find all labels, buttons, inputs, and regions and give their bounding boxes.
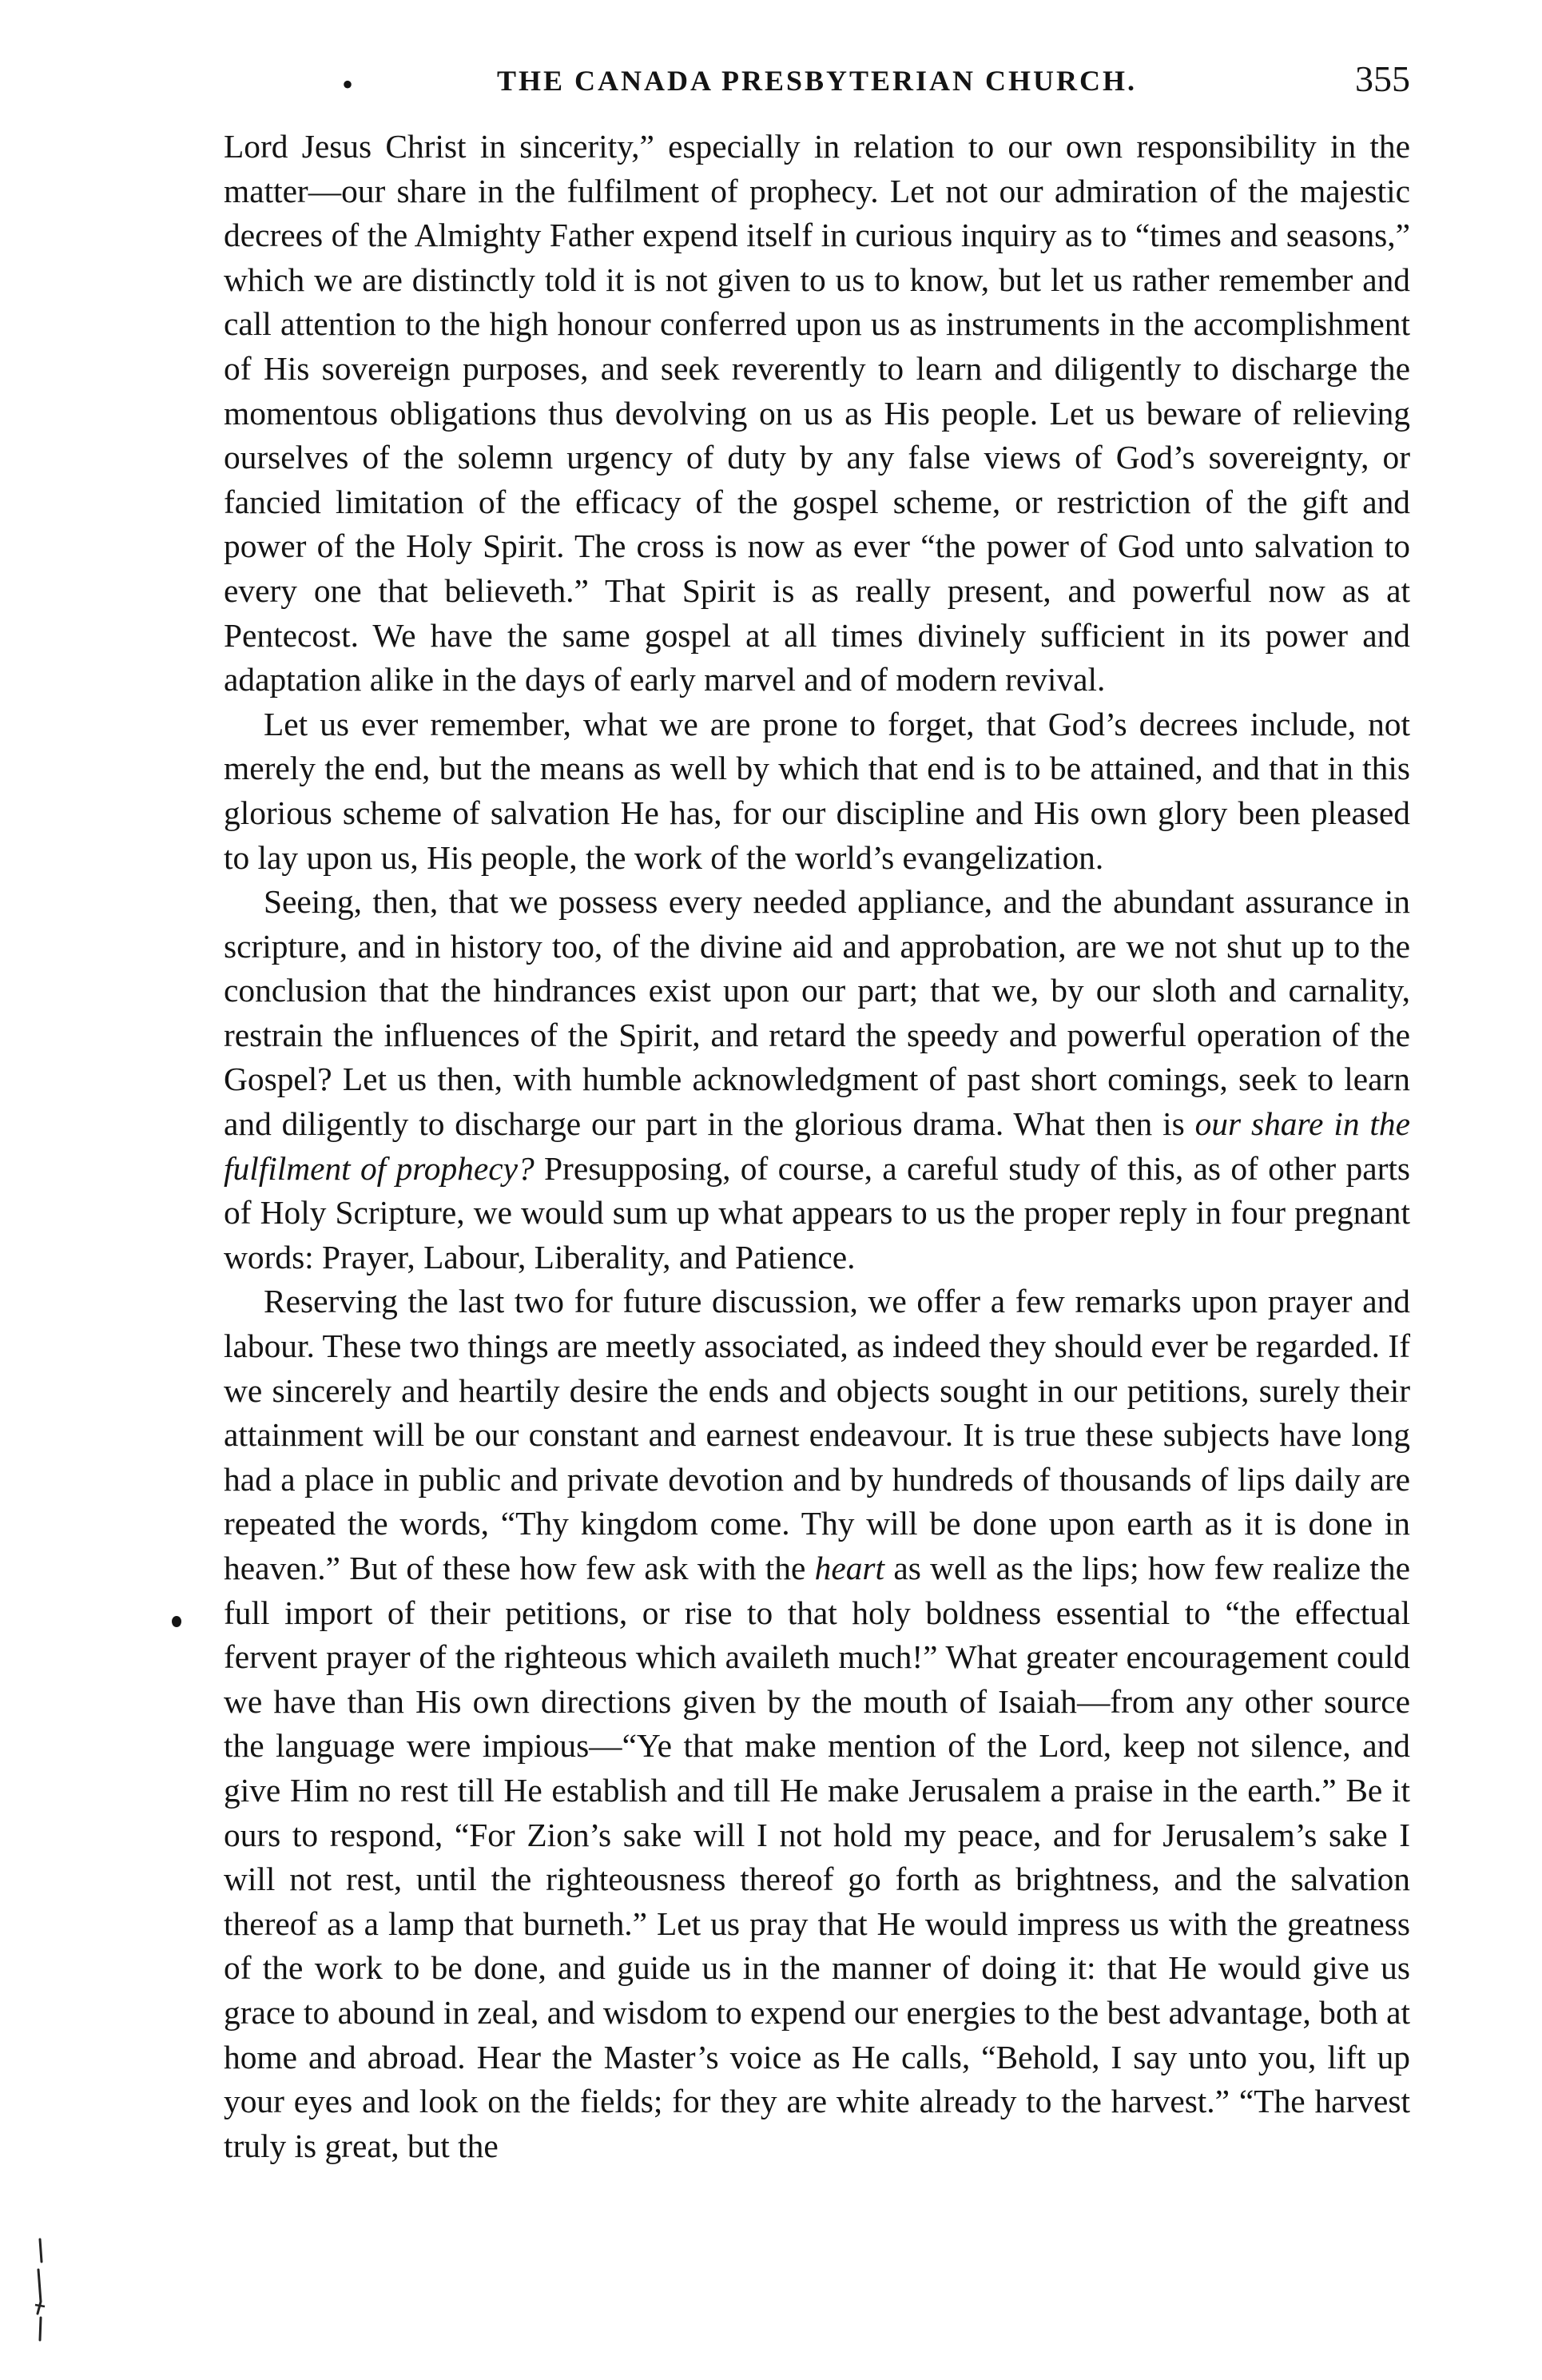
text-segment: Lord Jesus Christ in sincerity,” especially in relation to our own responsibility in the matter—our share in the fulfilment of prophecy. Let not our admiration of the majestic decrees of the Almighty Father expend itself in curious inquiry as to “times and seasons,” which we are distinctly told it is not given to us to know, but let us rather remember and call attention to the high honour conferred upon us as instruments in the accomplishment of His sovereign purposes, and seek reverently to learn and diligently to discharge the momentous obligations thus devolving on us as His people. Let us beware of relieving ourselves of the solemn urgency of duty by any false views of God’s sovereignty, or fancied limitation of the efficacy of the gospel scheme, or restriction of the gift and power of the Holy Spirit. The cross is now as ever “the power of God unto salvation to every one that believeth.” That Spirit is as really present, and powerful now as at Pentecost. We have the same gospel at all times divinely sufficient in its power and adaptation alike in the days of early marvel and of modern revival. (224, 128, 1410, 698)
paragraph (224, 702, 1410, 880)
paragraph (224, 880, 1410, 1280)
margin-pencil-mark (29, 2238, 53, 2350)
page (224, 56, 1410, 2168)
header-mark: • (342, 66, 354, 102)
italic-text-segment: heart (814, 1550, 885, 1586)
running-header (224, 56, 1410, 125)
text-segment: Reserving the last two for future discussion, we offer a few remarks upon prayer and labour. These two things are meetly associated, as indeed they should ever be regarded. If we sincerely and heartily desire the ends and objects sought in our petitions, surely their attainment will be our constant and earnest endeavour. It is true these subjects have long had a place in public and private devotion and by hundreds of thousands of lips daily are repeated the words, “Thy kingdom come. Thy will be done upon earth as it is done in heaven.” But of these how few ask with the (224, 1283, 1410, 1586)
margin-dot (172, 1616, 181, 1627)
running-title: THE CANADA PRESBYTERIAN CHURCH. (496, 65, 1138, 97)
paragraph (224, 1280, 1410, 2168)
text-segment: Let us ever remember, what we are prone to forget, that God’s decrees include, not merely the end, but the means as well by which that end is to be attained, and that in this glorious scheme of salvation He has, for our discipline and His own glory been pleased to lay upon us, His people, the work of the world’s evangelization. (224, 705, 1410, 876)
paragraph (224, 125, 1410, 702)
text-segment: as well as the lips; how few realize the full import of their petitions, or rise to that holy boldness essential to “the effectual fervent prayer of the righteous which availeth much!” What greater encouragement could we have than His own directions given by the mouth of Isaiah—from any other source the language were impious—“Ye that make mention of the Lord, keep not silence, and give Him no rest till He establish and till He make Jerusalem a praise in the earth.” Be it ours to respond, “For Zion’s sake will I not hold my peace, and for Jerusalem’s sake I will not rest, until the righteousness thereof go forth as brightness, and the salvation thereof as a lamp that burneth.” Let us pray that He would impress us with the greatness of the work to be done, and guide us in the manner of doing it: that He would give us grace to abound in zeal, and wisdom to expend our energies to the best advantage, both at home and abroad. Hear the Master’s voice as He calls, “Behold, I say unto you, lift up your eyes and look on the fields; for they are white already to the harvest.” “The harvest truly is great, but the (224, 1550, 1410, 2164)
italic-text-segment: our share in the fulfilment of prophecy? (224, 1105, 1410, 1187)
page-number: 355 (1355, 58, 1410, 99)
text-segment: Seeing, then, that we possess every needed appliance, and the abundant assurance in scripture, and in history too, of the divine aid and approbation, are we not shut up to the conclusion that the hindrances exist upon our part; that we, by our sloth and carnality, restrain the influences of the Spirit, and retard the speedy and powerful operation of the Gospel? Let us then, with humble acknowledgment of past short comings, seek to learn and diligently to discharge our part in the glorious drama. What then is (224, 883, 1410, 1143)
body-text (224, 125, 1410, 2168)
text-segment: Presupposing, of course, a careful study of this, as of other parts of Holy Scripture, we would sum up what appears to us the proper reply in four pregnant words: Prayer, Labour, Liberality, and Patience. (224, 1149, 1410, 1276)
